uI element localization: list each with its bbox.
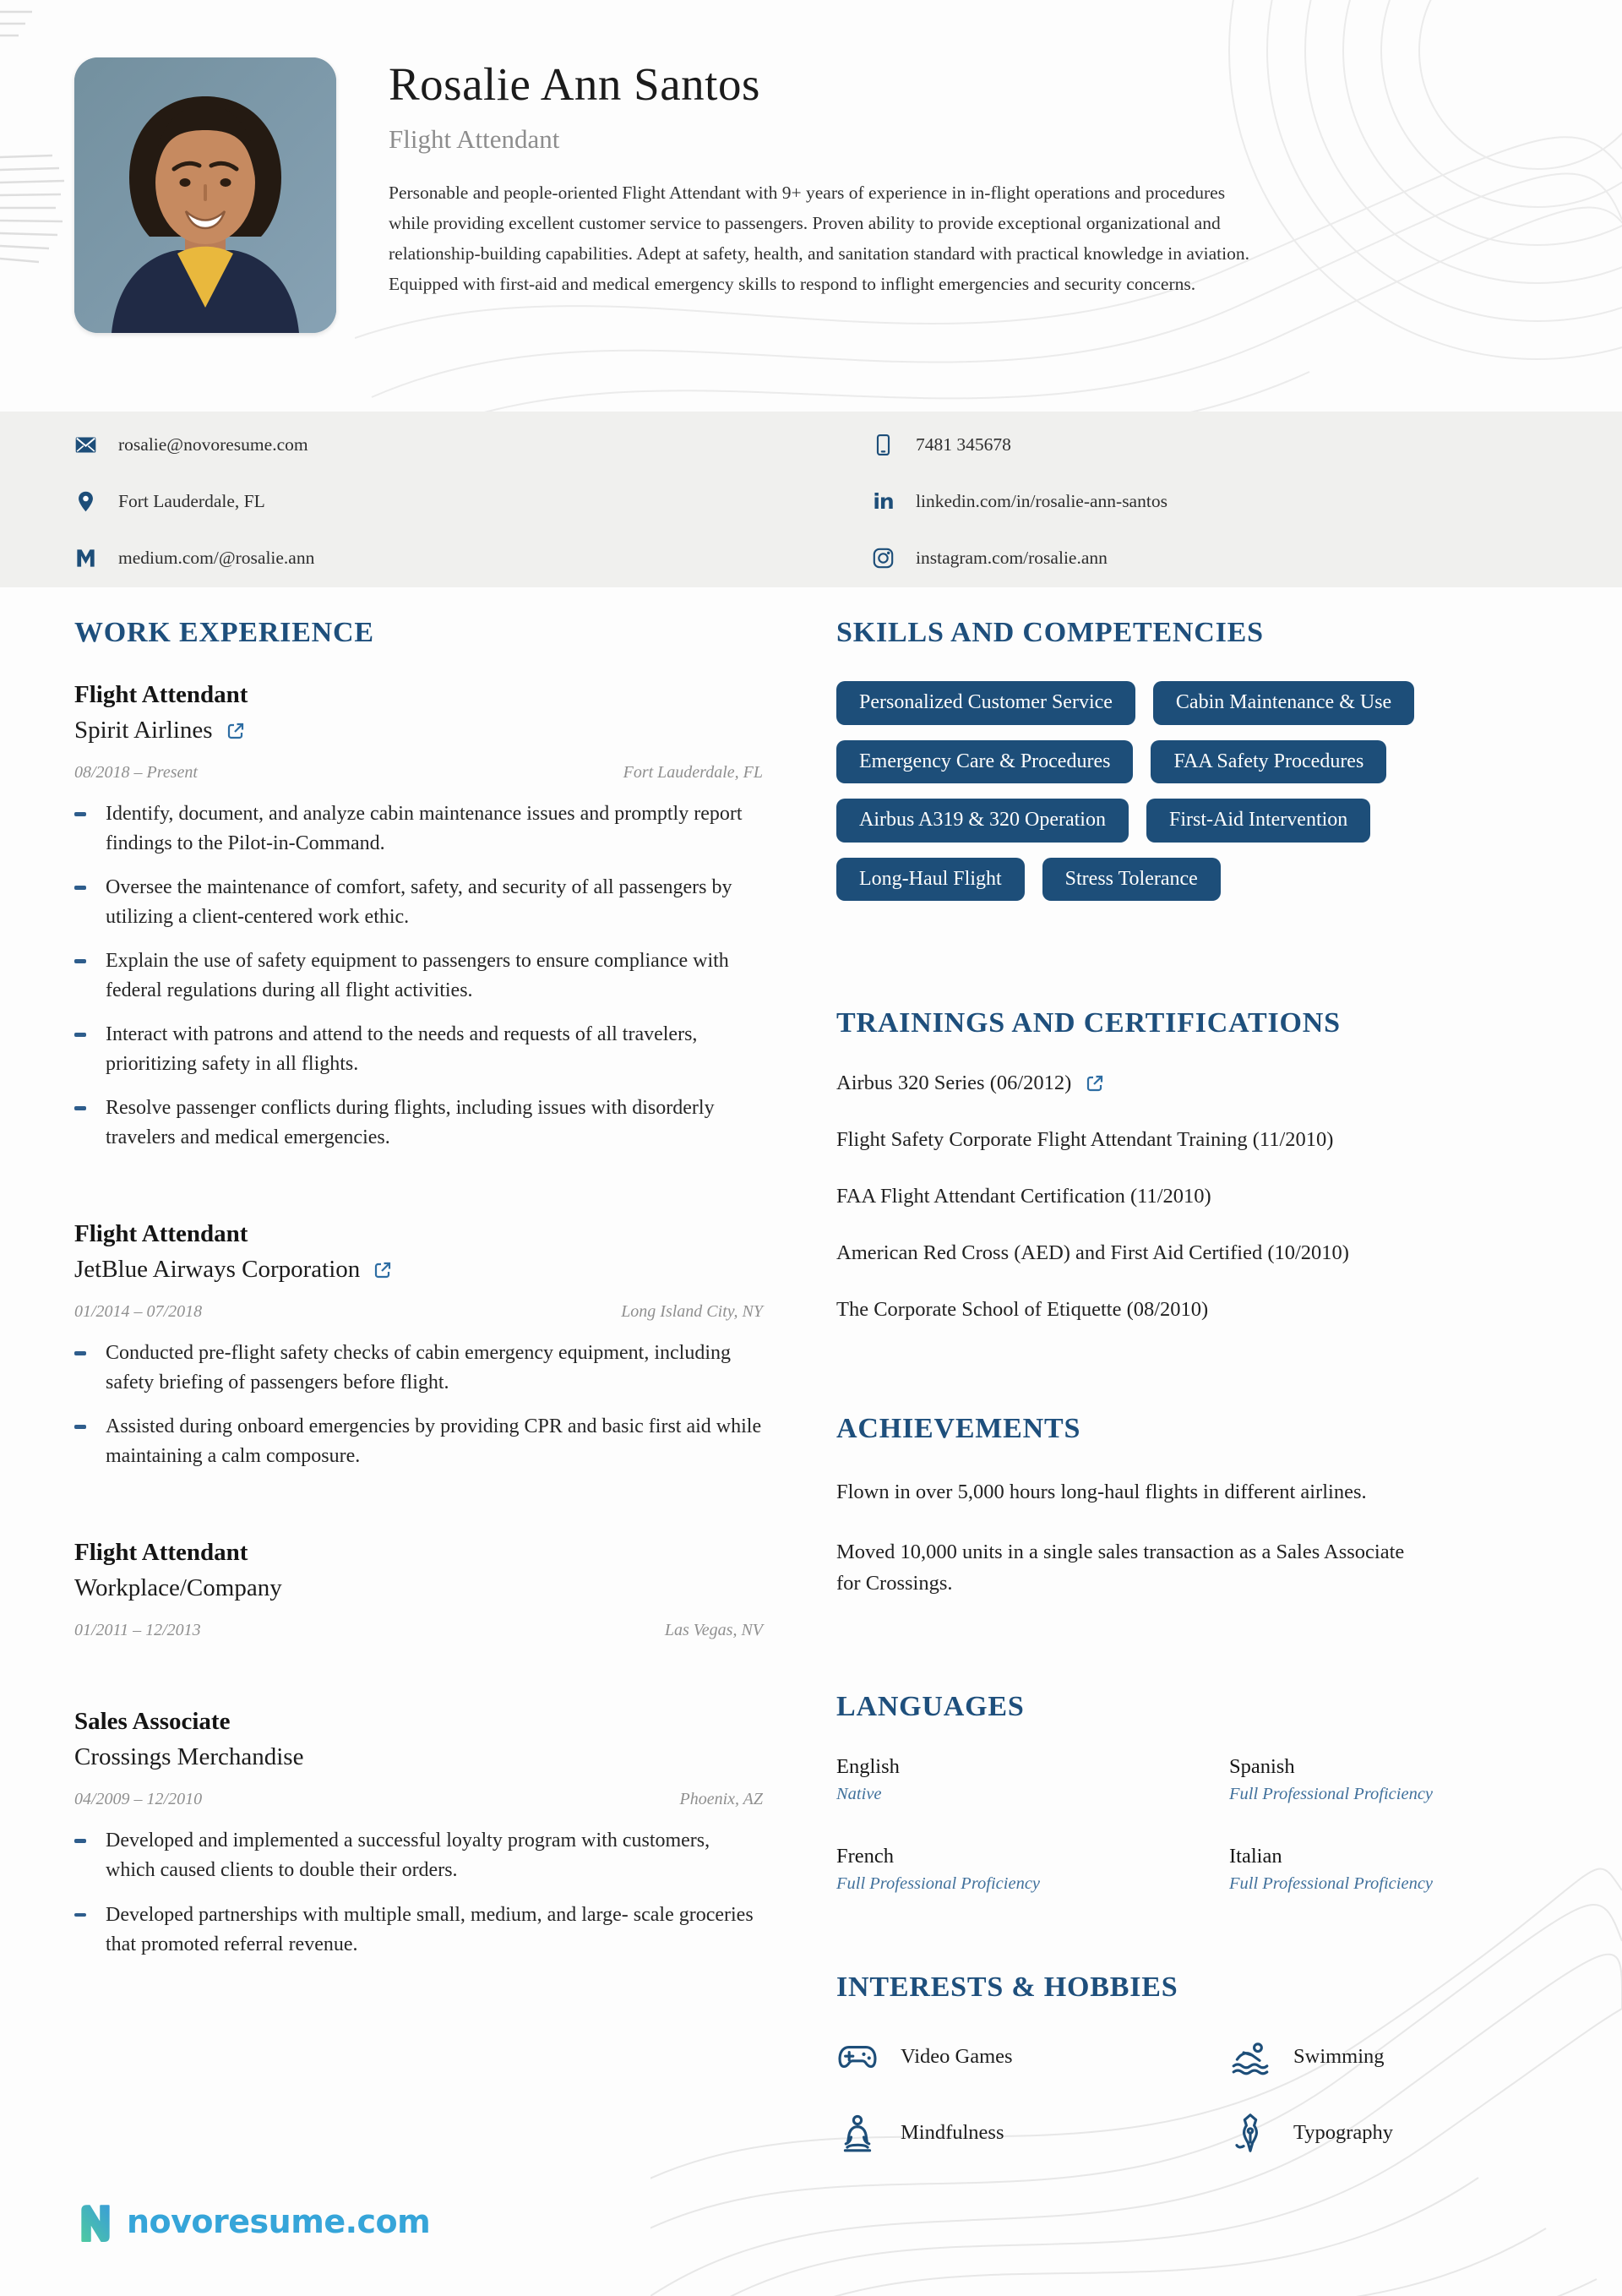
contact-item-instagram[interactable] — [872, 547, 1108, 570]
skill-badge: Emergency Care & Procedures — [836, 740, 1133, 784]
job-title: Flight Attendant — [74, 681, 248, 708]
hobby-item — [836, 2112, 1229, 2154]
bullet-dash-icon — [74, 1351, 86, 1355]
location-pin-icon — [74, 490, 97, 513]
bullet-item: Explain the use of safety equipment to passengers to ensure compliance with federal regulations during all flight activities. — [74, 946, 763, 1006]
language-level: Native — [836, 1784, 882, 1803]
contact-bar — [0, 412, 1622, 587]
job-company — [74, 1256, 763, 1284]
language-level: Full Professional Proficiency — [1229, 1873, 1434, 1893]
bullet-item: Oversee the maintenance of comfort, safety, and security of all passengers by utilizing a client-centered work ethic. — [74, 873, 763, 932]
hobby-label: Swimming — [1293, 2044, 1385, 2068]
job-location: Phoenix, AZ — [679, 1790, 763, 1809]
swimming-icon — [1229, 2036, 1271, 2078]
candidate-summary: Personable and people-oriented Flight Attendant with 9+ years of experience in in-flight operations and procedures while providing excellent customer service to passengers. Proven ability to provide exceptional organizational and relationship-building capabilities. Adept at safety, health, and sanitation standard with practical knowledge in aviation. Equipped with first-aid and medical emergency skills to respond to inflight emergencies and security concerns. — [389, 182, 1249, 295]
job-company-name: Crossings Merchandise — [74, 1743, 304, 1771]
hobby-label: Typography — [1293, 2120, 1394, 2144]
bullet-item: Resolve passenger conflicts during flights, including issues with disorderly travelers and medical emergencies. — [74, 1093, 763, 1153]
section-heading-skills: SKILLS AND COMPETENCIES — [836, 617, 1264, 648]
language-name: Italian — [1229, 1844, 1282, 1868]
external-link-icon[interactable] — [373, 1260, 393, 1280]
section-heading-achievements: ACHIEVEMENTS — [836, 1413, 1081, 1445]
contact-phone-value: 7481 345678 — [916, 434, 1011, 455]
training-item: The Corporate School of Etiquette (08/2010) — [836, 1298, 1209, 1322]
bullet-item: Interact with patrons and attend to the needs and requests of all travelers, prioritizing safety in all flights. — [74, 1020, 763, 1079]
gamepad-icon — [836, 2036, 879, 2078]
hobby-label: Video Games — [901, 2044, 1013, 2068]
section-heading-trainings: TRAININGS AND CERTIFICATIONS — [836, 1007, 1341, 1039]
bullet-item: Identify, document, and analyze cabin maintenance issues and promptly report findings to the Pilot-in-Command. — [74, 799, 763, 859]
hobby-item — [836, 2036, 1229, 2078]
brand-name: novoresume.com — [127, 2203, 431, 2240]
candidate-title: Flight Attendant — [389, 123, 560, 154]
job-company — [74, 1743, 763, 1771]
bullet-item: Developed partnerships with multiple small, medium, and large- scale groceries that promoted referral revenue. — [74, 1901, 763, 1960]
job-date: 01/2011 – 12/2013 — [74, 1621, 201, 1640]
language-name: Spanish — [1229, 1754, 1295, 1778]
job-location: Las Vegas, NV — [664, 1621, 763, 1640]
bullet-dash-icon — [74, 959, 86, 963]
skill-badge: First-Aid Intervention — [1146, 799, 1370, 843]
job-company-name: JetBlue Airways Corporation — [74, 1256, 361, 1284]
training-item: FAA Flight Attendant Certification (11/2010) — [836, 1185, 1211, 1208]
contact-item-location[interactable] — [74, 490, 265, 513]
language-item — [1229, 1845, 1553, 1894]
job-title: Sales Associate — [74, 1708, 231, 1736]
training-item: American Red Cross (AED) and First Aid Certified (10/2010) — [836, 1241, 1349, 1265]
job-company-name: Spirit Airlines — [74, 717, 213, 744]
job-entry — [74, 1708, 763, 1959]
skill-badge: Airbus A319 & 320 Operation — [836, 799, 1129, 843]
contact-linkedin-value: linkedin.com/in/rosalie-ann-santos — [916, 491, 1168, 511]
bullet-dash-icon — [74, 886, 86, 890]
candidate-name: Rosalie Ann Santos — [389, 58, 760, 110]
linkedin-icon: in — [873, 489, 894, 514]
language-level: Full Professional Proficiency — [836, 1873, 1041, 1893]
skill-badge: FAA Safety Procedures — [1151, 740, 1386, 784]
job-date: 04/2009 – 12/2010 — [74, 1790, 203, 1809]
training-item: Airbus 320 Series (06/2012) — [836, 1072, 1553, 1095]
bullet-dash-icon — [74, 1425, 86, 1429]
job-entry — [74, 1539, 763, 1640]
contact-location-value: Fort Lauderdale, FL — [118, 491, 265, 511]
meditation-icon — [836, 2112, 879, 2154]
bullet-item: Assisted during onboard emergencies by providing CPR and basic first aid while maintaining a calm composure. — [74, 1412, 763, 1471]
bullet-dash-icon — [74, 1839, 86, 1843]
job-entry — [74, 681, 763, 1153]
medium-icon — [74, 547, 97, 570]
skill-badge: Long-Haul Flight — [836, 858, 1025, 902]
job-location: Long Island City, NY — [621, 1302, 763, 1322]
novoresume-logo-icon — [74, 2201, 117, 2243]
section-heading-languages: LANGUAGES — [836, 1690, 1025, 1722]
contact-email-value: rosalie@novoresume.com — [118, 434, 308, 455]
language-level: Full Professional Proficiency — [1229, 1784, 1434, 1803]
language-item — [836, 1755, 1229, 1804]
contact-medium-value: medium.com/@rosalie.ann — [118, 548, 315, 568]
training-item: Flight Safety Corporate Flight Attendant Training (11/2010) — [836, 1128, 1334, 1152]
language-item — [836, 1845, 1229, 1894]
achievement-item: Flown in over 5,000 hours long-haul flights in different airlines. — [836, 1481, 1367, 1504]
hobby-item — [1229, 2112, 1553, 2154]
job-company — [74, 1574, 763, 1602]
brand-logo[interactable] — [74, 2201, 430, 2243]
bullet-dash-icon — [74, 812, 86, 816]
instagram-icon — [872, 547, 895, 570]
contact-item-medium[interactable] — [74, 547, 314, 570]
contact-item-email[interactable] — [74, 434, 308, 456]
job-date: 08/2018 – Present — [74, 763, 198, 782]
achievement-item: Moved 10,000 units in a single sales transaction as a Sales Associate for Crossings. — [836, 1541, 1405, 1595]
language-item — [1229, 1755, 1553, 1804]
bullet-item: Conducted pre-flight safety checks of cabin emergency equipment, including safety briefing of passengers before flight. — [74, 1339, 763, 1398]
skills-badges — [836, 681, 1553, 901]
skill-badge: Cabin Maintenance & Use — [1153, 681, 1414, 725]
section-heading-hobbies: INTERESTS & HOBBIES — [836, 1971, 1178, 2003]
job-company — [74, 717, 763, 744]
envelope-icon — [74, 434, 97, 456]
language-name: English — [836, 1754, 900, 1778]
job-entry — [74, 1220, 763, 1471]
phone-icon — [872, 434, 895, 456]
contact-instagram-value: instagram.com/rosalie.ann — [916, 548, 1108, 568]
language-name: French — [836, 1844, 895, 1868]
job-title: Flight Attendant — [74, 1220, 248, 1248]
bullet-dash-icon — [74, 1033, 86, 1037]
bullet-item: Developed and implemented a successful loyalty program with customers, which caused clients to double their orders. — [74, 1826, 763, 1885]
pen-nib-icon — [1229, 2112, 1271, 2154]
bullet-dash-icon — [74, 1913, 86, 1917]
job-location: Fort Lauderdale, FL — [623, 763, 763, 782]
section-heading-work: WORK EXPERIENCE — [74, 617, 374, 648]
external-link-icon[interactable] — [1085, 1073, 1105, 1093]
job-company-name: Workplace/Company — [74, 1574, 282, 1602]
skill-badge: Stress Tolerance — [1042, 858, 1221, 902]
job-date: 01/2014 – 07/2018 — [74, 1302, 203, 1322]
skill-badge: Personalized Customer Service — [836, 681, 1135, 725]
contact-item-phone[interactable] — [872, 434, 1011, 456]
contact-item-linkedin[interactable] — [872, 490, 1168, 513]
hobby-item — [1229, 2036, 1553, 2078]
bullet-dash-icon — [74, 1106, 86, 1110]
avatar-illustration — [74, 57, 336, 333]
job-title: Flight Attendant — [74, 1539, 248, 1567]
avatar-photo — [74, 57, 336, 333]
external-link-icon[interactable] — [226, 721, 246, 741]
hobby-label: Mindfulness — [901, 2120, 1004, 2144]
